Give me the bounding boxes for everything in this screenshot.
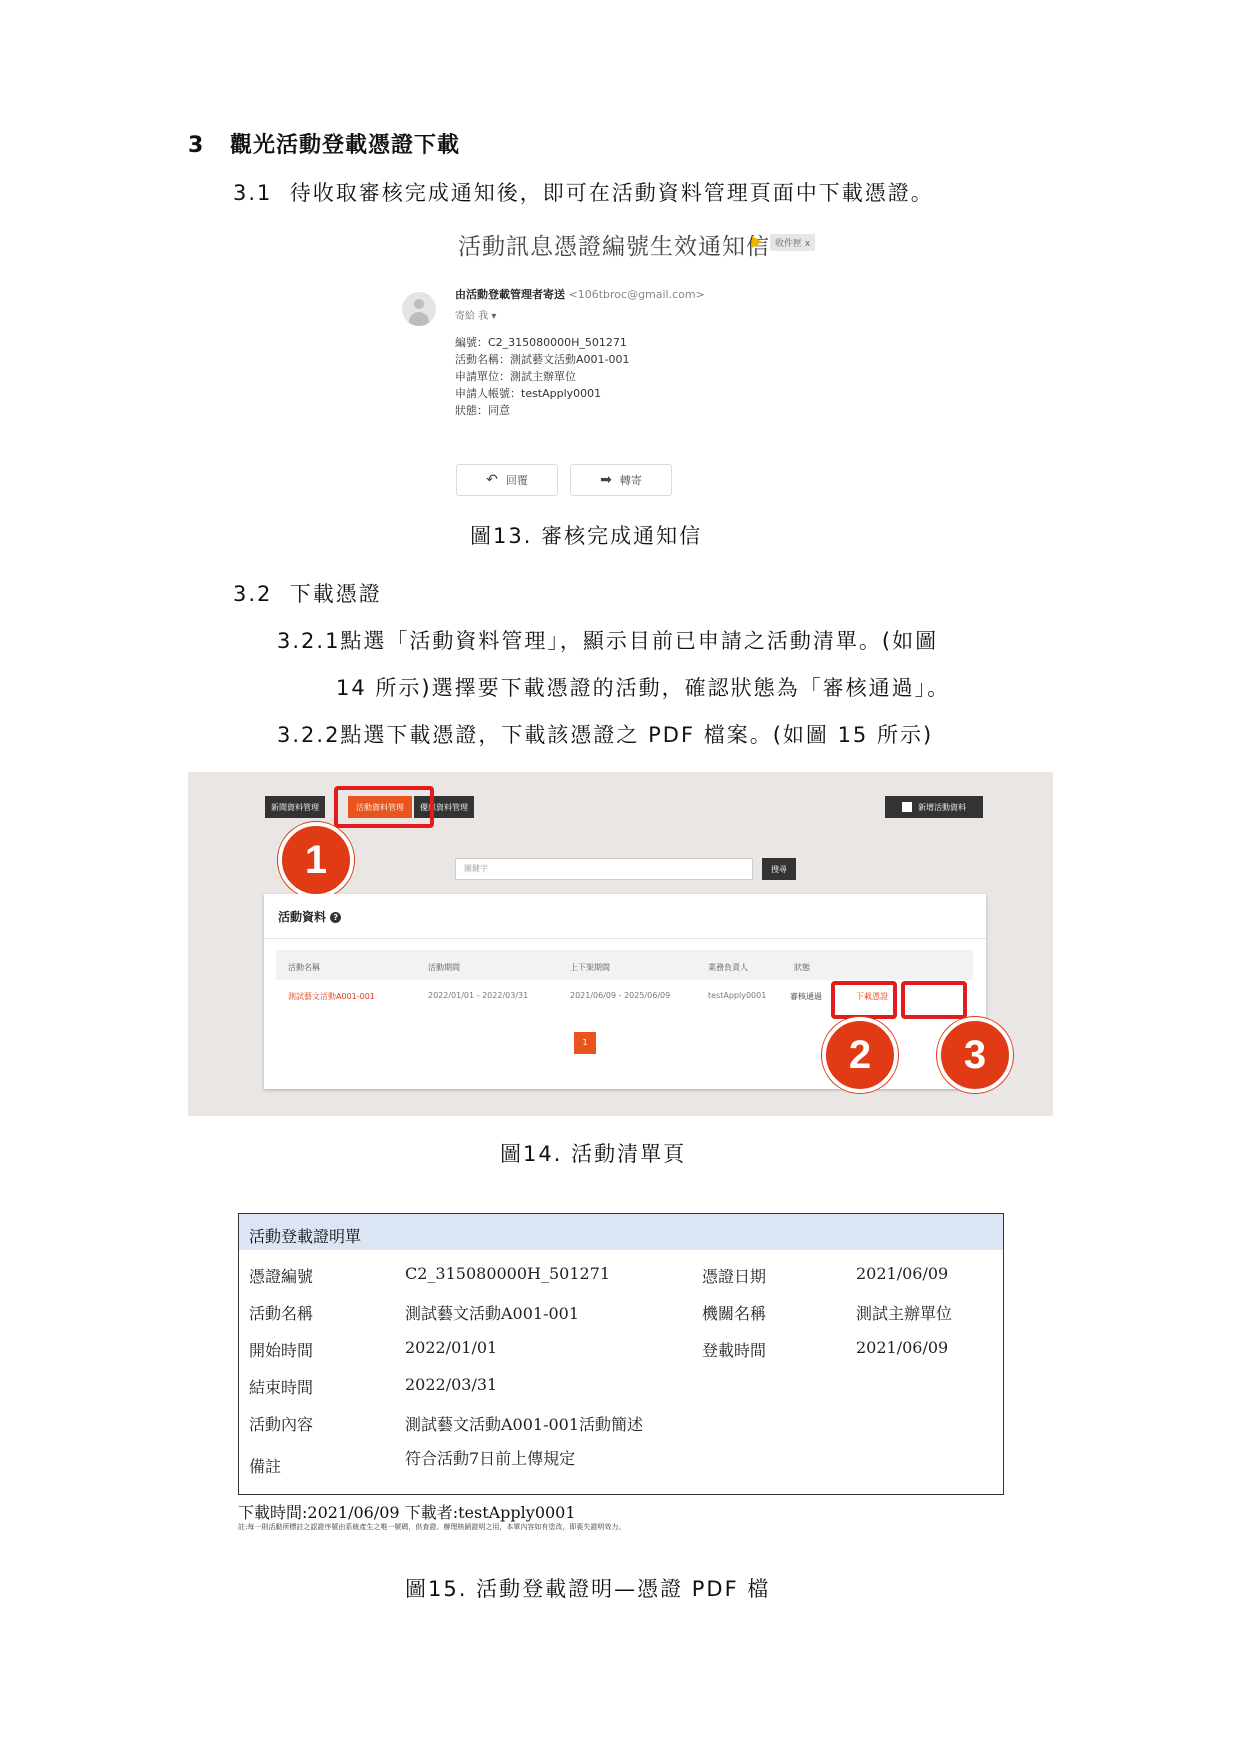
column-header[interactable]: 活動名稱 [288,963,320,972]
step-marker-3: 3 [937,1017,1013,1093]
info-icon[interactable]: ? [330,912,341,923]
paragraph-3-2-2: 3.2.2點選下載憑證，下載該憑證之 PDF 檔案。(如圖 15 所示) [277,723,934,747]
email-sender [455,286,705,302]
nav-activity-management[interactable]: 活動資料管理 [348,796,412,818]
column-header[interactable]: 上下架期間 [570,963,610,972]
highlight-box-3 [901,981,967,1019]
step-marker-1: 1 [278,822,354,898]
reply-button[interactable] [456,464,558,496]
email-body-line: 編號：C2_315080000H_501271 [455,336,627,349]
importance-marker-icon [752,236,762,248]
certificate-label: 活動內容 [249,1415,314,1434]
activity-list-screenshot [188,772,1053,1116]
certificate-value: 2022/01/01 [405,1338,498,1357]
paragraph-3-2-number: 3.2 [233,582,273,606]
card-title-text: 活動資料 [278,910,327,924]
sender-avatar [402,292,436,326]
certificate-value: 符合活動7日前上傳規定 [405,1449,576,1468]
email-body-line: 活動名稱：測試藝文活動A001-001 [455,353,630,366]
activity-shelf-period: 2021/06/09 - 2025/06/09 [570,991,671,1000]
activity-name-link[interactable]: 測試藝文活動A001-001 [288,992,375,1001]
paragraph-3-2 [233,578,382,608]
reply-arrow-icon: ↶ [486,472,498,488]
certificate-header [239,1214,1003,1250]
email-subject: 活動訊息憑證編號生效通知信 [458,234,770,260]
email-recipient[interactable]: 寄給 我 ▾ [455,311,497,322]
highlight-box-2 [831,981,897,1019]
forward-label: 轉寄 [619,474,642,487]
column-header[interactable]: 業務負責人 [708,963,748,972]
section-heading [188,128,460,159]
certificate-value: 2021/06/09 [856,1264,949,1283]
certificate-note: 註:每一則活動所標註之認證序號由系統產生之唯一號碼，供查證、辦理核銷證明之用，本單內容如有塗改，即喪失證明效力。 [238,1523,626,1531]
certificate-value: 2021/06/09 [856,1338,949,1357]
email-body-line: 狀態：同意 [455,404,510,417]
certificate-value: 2022/03/31 [405,1375,498,1394]
column-header[interactable]: 活動期間 [428,963,460,972]
certificate-title: 活動登載證明單 [249,1227,362,1246]
sender-email: <106tbroc@gmail.com> [568,288,705,301]
figure-14-caption: 圖14. 活動清單頁 [500,1142,687,1166]
sender-name: 由活動登載管理者寄送 [455,288,565,301]
email-body [455,334,630,419]
paragraph-3-1-text: 待收取審核完成通知後，即可在活動資料管理頁面中下載憑證。 [289,181,934,205]
activity-owner: testApply0001 [708,991,767,1000]
highlight-box-1 [334,786,434,828]
paragraph-3-2-1-line1: 3.2.1點選「活動資料管理」，顯示目前已申請之活動清單。(如圖 [277,629,939,653]
email-body-line: 申請人帳號：testApply0001 [455,387,602,400]
paragraph-3-1 [233,177,934,207]
activity-period: 2022/01/01 - 2022/03/31 [428,991,529,1000]
certificate-label: 憑證編號 [249,1267,314,1286]
certificate-label: 開始時間 [249,1341,314,1360]
forward-arrow-icon: ➡ [600,472,612,488]
forward-button[interactable] [570,464,672,496]
section-number: 3 [188,133,205,158]
certificate-label: 活動名稱 [249,1304,314,1323]
add-activity-button[interactable] [885,796,983,818]
download-certificate-button[interactable]: 下載憑證 [856,992,888,1001]
figure-13-caption: 圖13. 審核完成通知信 [470,524,703,548]
nav-offer-management[interactable]: 優惠資料管理 [414,796,474,818]
certificate-value: C2_315080000H_501271 [405,1264,611,1283]
certificate-download-info: 下載時間:2021/06/09 下載者:testApply0001 [238,1503,576,1522]
search-input[interactable]: 關鍵字 [455,858,753,880]
certificate-value: 測試藝文活動A001-001活動簡述 [405,1415,644,1434]
column-header[interactable]: 狀態 [794,963,810,972]
email-body-line: 申請單位：測試主辦單位 [455,370,576,383]
certificate-label: 憑證日期 [702,1267,767,1286]
figure-15-caption: 圖15. 活動登載證明—憑證 PDF 檔 [405,1577,771,1601]
paragraph-3-2-1-line2: 14 所示)選擇要下載憑證的活動，確認狀態為「審核通過」。 [336,676,951,700]
paragraph-3-2-text: 下載憑證 [289,582,382,606]
card-title [278,908,341,925]
plus-square-icon [902,802,912,812]
pagination-page[interactable]: 1 [574,1032,596,1054]
search-button[interactable]: 搜尋 [762,858,796,880]
section-title: 觀光活動登載憑證下載 [230,133,461,158]
certificate-value: 測試主辦單位 [856,1304,953,1323]
certificate-label: 備註 [249,1457,282,1476]
paragraph-3-1-number: 3.1 [233,181,273,205]
nav-news-management[interactable]: 新聞資料管理 [265,796,325,818]
reply-label: 回覆 [505,474,528,487]
certificate-table [238,1213,1004,1495]
add-activity-label: 新增活動資料 [918,802,966,812]
certificate-label: 登載時間 [702,1341,767,1360]
step-marker-2: 2 [822,1017,898,1093]
status-badge: 審核通過 [790,992,822,1001]
certificate-label: 機關名稱 [702,1304,767,1323]
inbox-label[interactable]: 收件匣 x [770,234,815,251]
certificate-value: 測試藝文活動A001-001 [405,1304,580,1323]
certificate-label: 結束時間 [249,1378,314,1397]
